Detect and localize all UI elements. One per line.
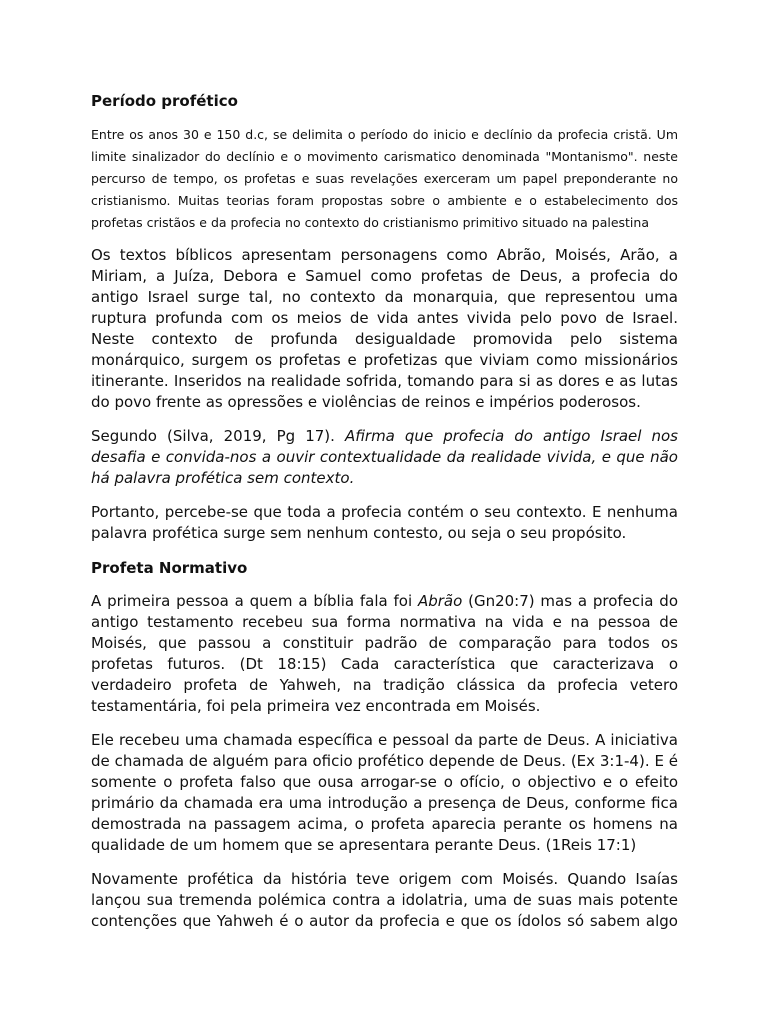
section-title-profeta-normativo: Profeta Normativo — [91, 559, 248, 577]
paragraph-novamente-profetica: Novamente profética da história teve origem com Moisés. Quando Isaías lançou sua tremenda polémica contra a idolatria, uma de suas mais potente contenções que Yahweh é o autor da profecia e que os ídolos só sabem algo — [91, 870, 678, 930]
section-title-periodo-profetico: Período profético — [91, 92, 238, 110]
paragraph-segundo-silva — [91, 426, 678, 489]
citation-italic-quote: Afirma que profecia do antigo Israel nos desafia e convida-nos a ouvir contextualidade da realidade vivida, e que não há palavra profética sem contexto. — [91, 427, 678, 487]
text-part-a: A primeira pessoa a quem a bíblia fala foi — [91, 592, 418, 610]
paragraph-textos-biblicos: Os textos bíblicos apresentam personagens como Abrão, Moisés, Arão, a Miriam, a Juíza, Debora e Samuel como profetas de Deus, a profecia do antigo Israel surge tal, no contexto da monarquia, que representou uma ruptura profunda com os meios de vida antes vivida pelo povo de Israel. Neste contexto de profunda desigualdade promovida pelo sistema monárquico, surgem os profetas e profetizas que viviam como missionários itinerante. Inseridos na realidade sofrida, tomando para si as dores e as lutas do povo frente as opressões e violências de reinos e impérios poderosos. — [91, 246, 678, 411]
text-part-b: (Gn20:7) mas a profecia do antigo testamento recebeu sua forma normativa na vida e na pessoa de Moisés, que passou a constituir padrão de comparação para todos os profetas futuros. (Dt 18:15) Cada característica que caracterizava o verdadeiro profeta de Yahweh, na tradição clássica da profecia vetero testamentária, foi pela primeira vez encontrada em Moisés. — [91, 592, 678, 715]
intro-paragraph: Entre os anos 30 e 150 d.c, se delimita o período do inicio e declínio da profecia cristã. Um limite sinalizador do declínio e o movimento carismatico denominada "Montanismo". neste percurso de tempo, os profetas e suas revelações exerceram um papel preponderante no cristianismo. Muitas teorias foram propostas sobre o ambiente e o estabelecimento dos profetas cristãos e da profecia no contexto do cristianismo primitivo situado na palestina — [91, 127, 678, 230]
paragraph-primeira-pessoa — [91, 591, 678, 717]
text-italic-abrao: Abrão — [417, 592, 463, 610]
paragraph-portanto: Portanto, percebe-se que toda a profecia contém o seu contexto. E nenhuma palavra profética surge sem nenhum contesto, ou seja o seu propósito. — [91, 503, 678, 542]
paragraph-chamada-especifica: Ele recebeu uma chamada específica e pessoal da parte de Deus. A iniciativa de chamada de alguém para oficio profético depende de Deus. (Ex 3:1-4). E é somente o profeta falso que ousa arrogar-se o ofício, o objectivo e o efeito primário da chamada era uma introdução a presença de Deus, conforme fica demostrada na passagem acima, o profeta aparecia perante os homens na qualidade de um homem que se apresentara perante Deus. (1Reis 17:1) — [91, 731, 678, 854]
citation-text: Segundo (Silva, 2019, Pg 17). — [91, 427, 345, 445]
